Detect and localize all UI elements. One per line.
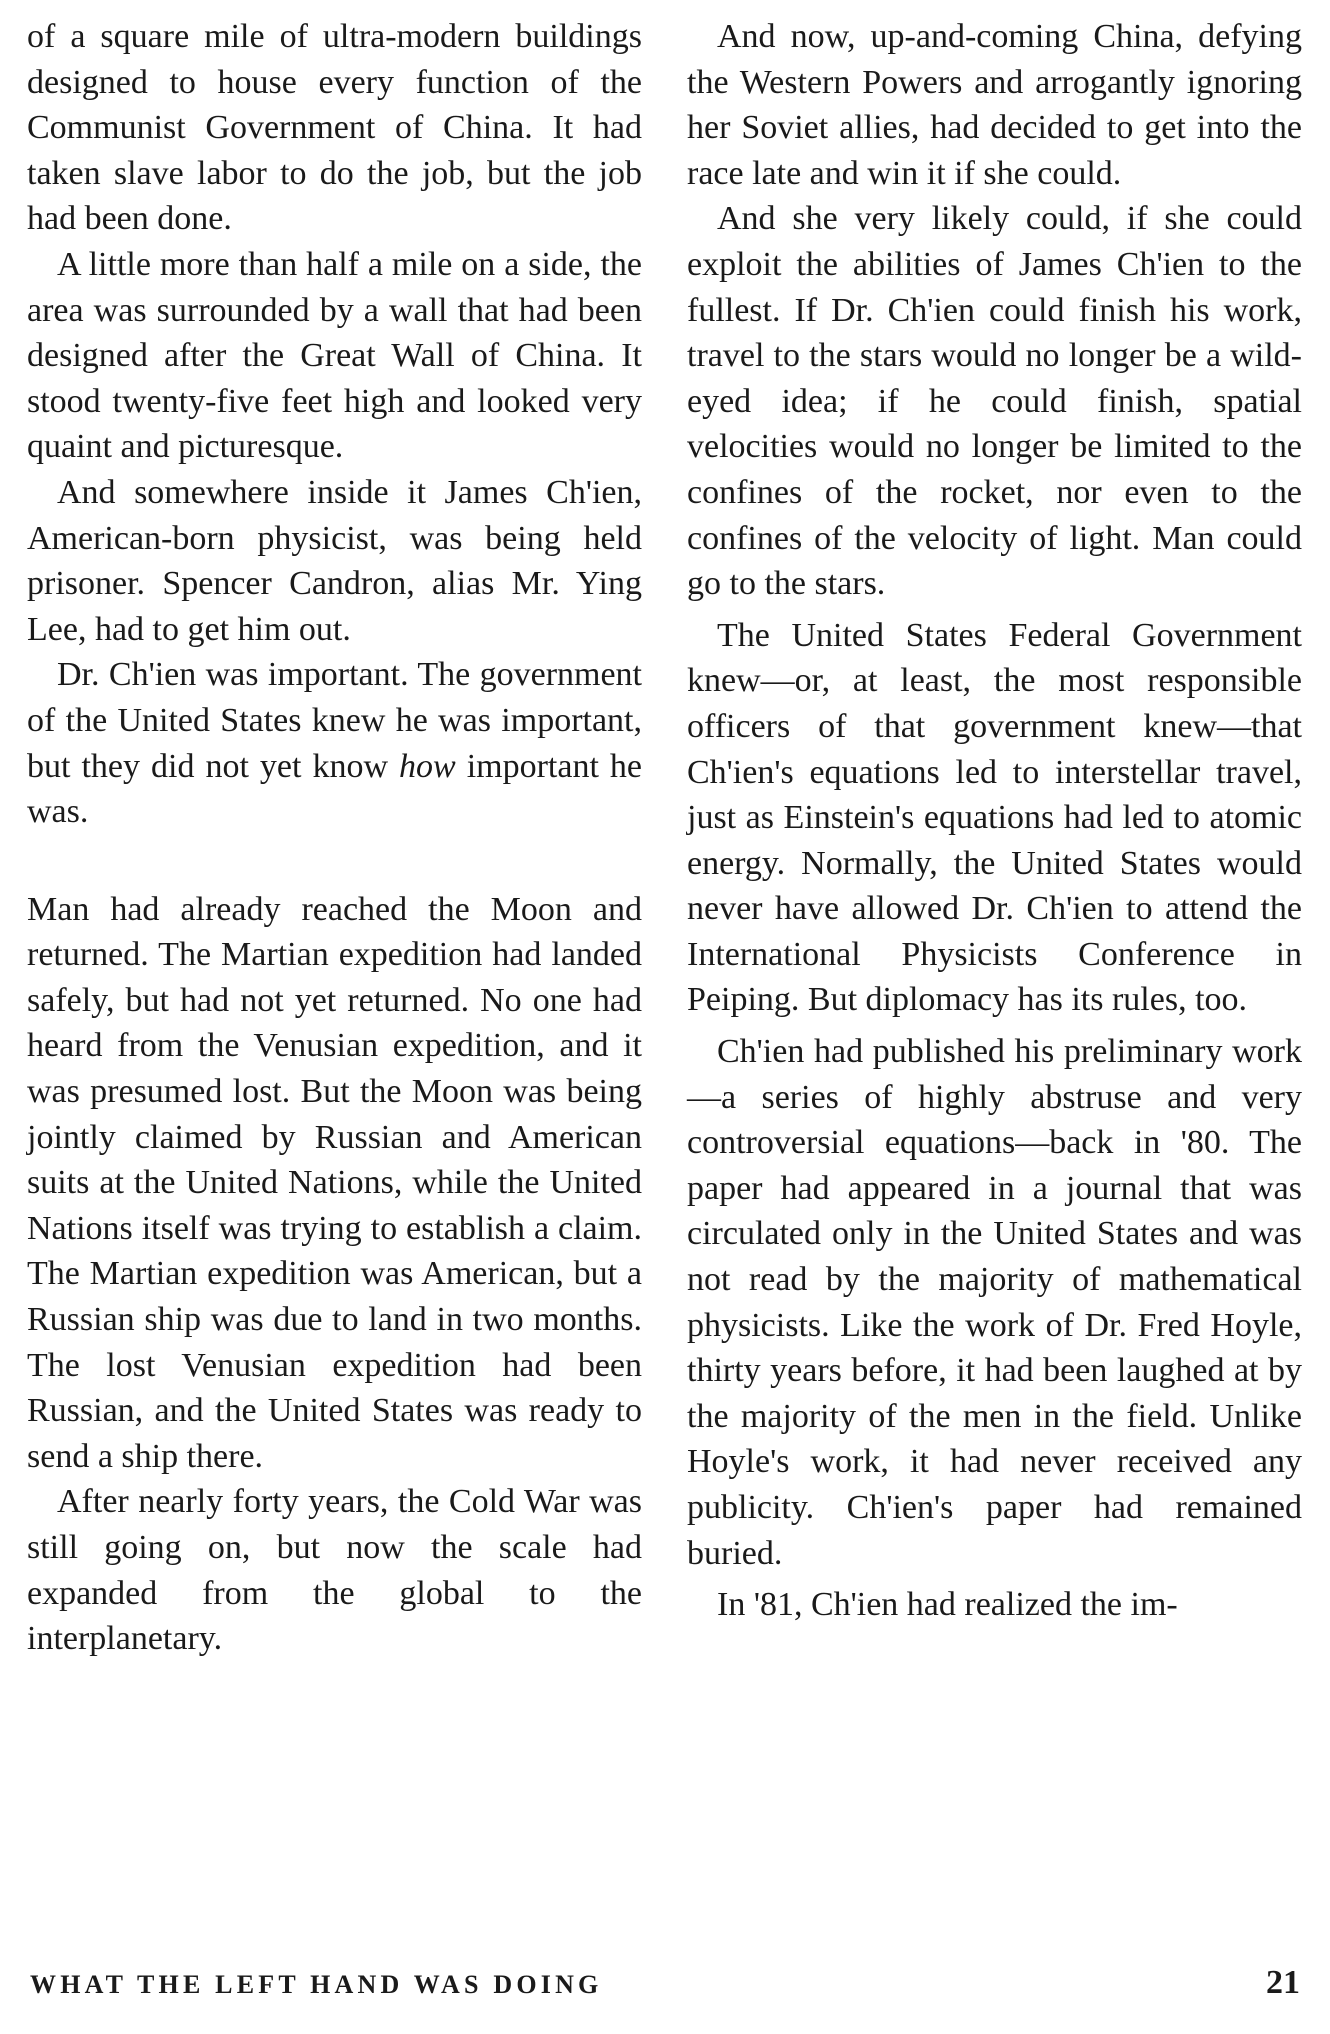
right-column [687, 14, 1302, 1628]
paragraph-importance [27, 652, 642, 834]
paragraph-space-race: Man had already reached the Moon and returned. The Martian expedition had landed safely, but had not yet returned. No one had heard from the Venusian expedition, and it was presumed lost. But the Moon was being jointly claimed by Russian and American suits at the United Nations, while the United Nations itself was trying to establish a claim. The Martian expedition was American, but a Russian ship was due to land in two months. The lost Venusian expedition had been Russian, and the United States was ready to send a ship there. [27, 890, 642, 1475]
paragraph-cold-war: After nearly forty years, the Cold War was still going on, but now the scale had expanded from the global to the interplanetary. [27, 1483, 642, 1658]
paragraph-publication: Ch'ien had published his preliminary work—a series of highly abstruse and very controversial equations—back in '80. The paper had appeared in a journal that was circulated only in the United States and was not read by the majority of mathematical physicists. Like the work of Dr. Fred Hoyle, thirty years before, it had been laughed at by the majority of the men in the field. Unlike Hoyle's work, it had never received any publicity. Ch'ien's paper had remained buried. [687, 1033, 1302, 1572]
paragraph-realized: In '81, Ch'ien had realized the im- [717, 1586, 1178, 1624]
paragraph-china: And now, up-and-coming China, defying the Western Powers and arrogantly ignoring her Soviet allies, had decided to get into the race late and win it if she could. [687, 18, 1302, 192]
page-footer [30, 1964, 1300, 2014]
page-number: 21 [1266, 1964, 1300, 2001]
left-column [27, 14, 642, 1662]
paragraph-government: The United States Federal Government knew—or, at least, the most responsible officers of that government knew—that Ch'ien's equations led to interstellar travel, just as Einstein's equations had led to atomic energy. Normally, the United States would never have allowed Dr. Ch'ien to attend the International Physicists Conference in Peiping. But diplomacy has its rules, too. [687, 616, 1302, 1019]
paragraph-wall: A little more than half a mile on a side, the area was surrounded by a wall that had been designed after the Great Wall of China. It stood twenty-five feet high and looked very quaint and picturesque. [27, 245, 642, 466]
running-title: WHAT THE LEFT HAND WAS DOING [30, 1970, 603, 1999]
paragraph-continued: of a square mile of ultra-modern buildings designed to house every function of the Communist Government of China. It had taken slave labor to do the job, but the job had been done. [27, 18, 642, 238]
paragraph-stars: And she very likely could, if she could exploit the abilities of James Ch'ien to the fullest. If Dr. Ch'ien could finish his work, travel to the stars would no longer be a wild-eyed idea; if he could finish, spatial velocities would no longer be limited to the confines of the rocket, nor even to the confines of the velocity of light. Man could go to the stars. [687, 200, 1302, 603]
text-span: Dr. Ch'ien was important. The government of the United States knew he was important, but they did not yet know [27, 656, 642, 785]
paragraph-prisoner: And somewhere inside it James Ch'ien, American-born physicist, was being held prisoner. Spencer Candron, alias Mr. Ying Lee, had to get him out. [27, 473, 642, 648]
text-span: important he was. [27, 747, 643, 831]
emphasis-how: how [399, 747, 456, 785]
